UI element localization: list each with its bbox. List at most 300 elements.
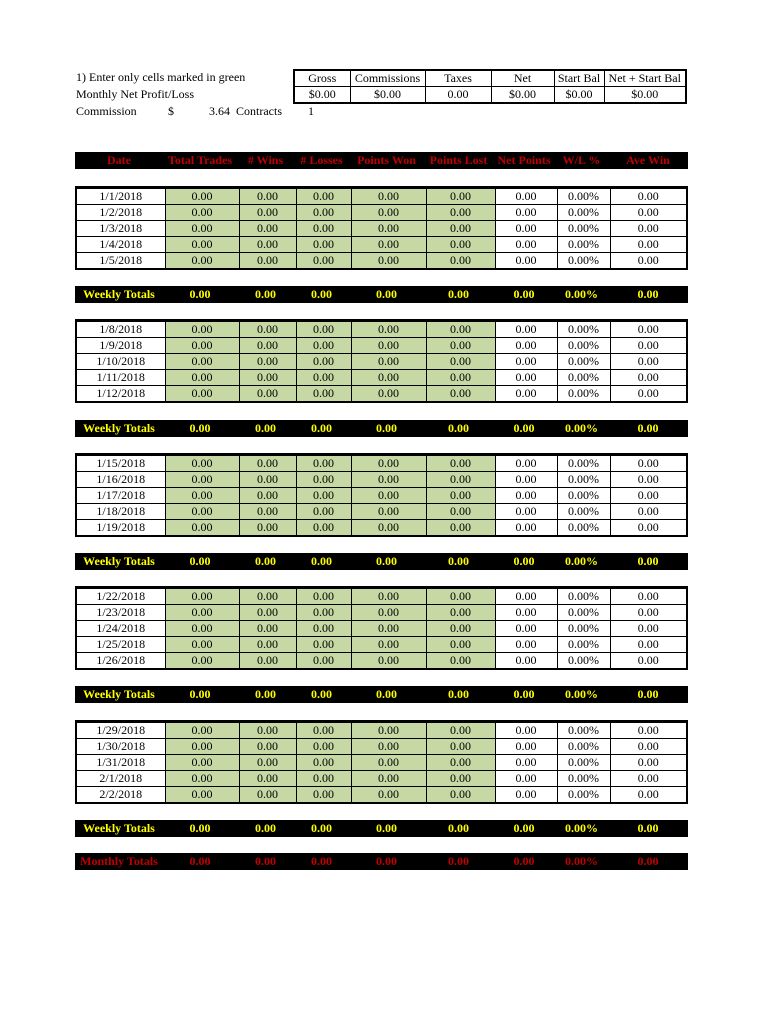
input-cell[interactable]: 0.00 xyxy=(351,488,426,504)
input-cell[interactable]: 0.00 xyxy=(351,739,426,755)
input-cell[interactable]: 0.00 xyxy=(426,386,495,402)
input-cell[interactable]: 0.00 xyxy=(426,520,495,536)
table-row xyxy=(77,354,686,370)
column-header: Date xyxy=(107,153,131,167)
input-cell[interactable]: 0.00 xyxy=(239,755,296,771)
input-cell[interactable]: 0.00 xyxy=(239,621,296,637)
input-cell[interactable]: 0.00 xyxy=(165,739,239,755)
weekly-total-cell: 0.00 xyxy=(189,821,211,835)
input-cell[interactable]: 0.00 xyxy=(165,653,239,669)
weekly-total-cell: 0.00 xyxy=(513,687,535,701)
computed-cell: 0.00 xyxy=(610,456,686,472)
input-cell[interactable]: 0.00 xyxy=(426,589,495,605)
computed-cell: 0.00% xyxy=(557,605,610,621)
weekly-total-cell: 0.00 xyxy=(637,287,659,301)
computed-cell: 0.00 xyxy=(610,637,686,653)
input-cell[interactable]: 0.00 xyxy=(239,520,296,536)
summary-value-cell[interactable]: $0.00 xyxy=(491,87,554,104)
summary-header-row xyxy=(294,70,686,87)
input-cell[interactable]: 0.00 xyxy=(351,205,426,221)
input-cell[interactable]: 0.00 xyxy=(426,653,495,669)
computed-cell: 0.00% xyxy=(557,221,610,237)
input-cell[interactable]: 0.00 xyxy=(296,205,351,221)
input-cell[interactable]: 0.00 xyxy=(239,322,296,338)
input-cell[interactable]: 0.00 xyxy=(296,589,351,605)
input-cell[interactable]: 0.00 xyxy=(426,237,495,253)
summary-value-cell[interactable]: $0.00 xyxy=(554,87,604,104)
date-cell: 1/17/2018 xyxy=(77,488,165,504)
input-cell[interactable]: 0.00 xyxy=(165,472,239,488)
computed-cell: 0.00 xyxy=(610,205,686,221)
input-cell[interactable]: 0.00 xyxy=(351,621,426,637)
weekly-totals-bar xyxy=(75,286,688,303)
input-cell[interactable]: 0.00 xyxy=(351,605,426,621)
input-cell[interactable]: 0.00 xyxy=(426,472,495,488)
input-cell[interactable]: 0.00 xyxy=(351,589,426,605)
table-row xyxy=(77,504,686,520)
monthly-totals-label: Monthly Totals xyxy=(80,854,158,868)
computed-cell: 0.00 xyxy=(495,221,557,237)
monthly-total-cell: 0.00 xyxy=(189,854,211,868)
computed-cell: 0.00% xyxy=(557,386,610,402)
computed-cell: 0.00 xyxy=(610,488,686,504)
date-cell: 1/18/2018 xyxy=(77,504,165,520)
input-cell[interactable]: 0.00 xyxy=(165,723,239,739)
input-cell[interactable]: 0.00 xyxy=(296,723,351,739)
computed-cell: 0.00% xyxy=(557,504,610,520)
computed-cell: 0.00 xyxy=(610,253,686,269)
column-header: # Wins xyxy=(247,153,284,167)
table-row xyxy=(77,205,686,221)
computed-cell: 0.00 xyxy=(610,370,686,386)
input-cell[interactable]: 0.00 xyxy=(239,354,296,370)
computed-cell: 0.00 xyxy=(495,589,557,605)
date-cell: 1/19/2018 xyxy=(77,520,165,536)
computed-cell: 0.00 xyxy=(495,520,557,536)
summary-value-cell[interactable]: 0.00 xyxy=(425,87,491,104)
date-cell: 1/15/2018 xyxy=(77,456,165,472)
input-cell[interactable]: 0.00 xyxy=(165,520,239,536)
table-row xyxy=(77,322,686,338)
computed-cell: 0.00% xyxy=(557,739,610,755)
input-cell[interactable]: 0.00 xyxy=(165,755,239,771)
input-cell[interactable]: 0.00 xyxy=(426,354,495,370)
input-cell[interactable]: 0.00 xyxy=(296,472,351,488)
computed-cell: 0.00 xyxy=(610,221,686,237)
weekly-total-cell: 0.00% xyxy=(565,554,598,568)
weekly-total-cell: 0.00 xyxy=(448,821,469,835)
input-cell[interactable]: 0.00 xyxy=(239,370,296,386)
summary-value-row xyxy=(294,87,686,104)
input-cell[interactable]: 0.00 xyxy=(296,322,351,338)
table-row xyxy=(77,771,686,787)
computed-cell: 0.00 xyxy=(495,723,557,739)
summary-value-cell[interactable]: $0.00 xyxy=(350,87,425,104)
input-cell[interactable]: 0.00 xyxy=(165,253,239,269)
date-cell: 1/3/2018 xyxy=(77,221,165,237)
input-cell[interactable]: 0.00 xyxy=(426,253,495,269)
input-cell[interactable]: 0.00 xyxy=(426,189,495,205)
table-row xyxy=(77,253,686,269)
monthly-total-cell: 0.00 xyxy=(255,854,276,868)
computed-cell: 0.00 xyxy=(610,520,686,536)
table-row xyxy=(77,739,686,755)
computed-cell: 0.00 xyxy=(495,237,557,253)
date-cell: 1/29/2018 xyxy=(77,723,165,739)
date-cell: 1/23/2018 xyxy=(77,605,165,621)
weekly-totals-bar xyxy=(75,420,688,437)
date-cell: 1/11/2018 xyxy=(77,370,165,386)
weekly-total-cell: 0.00 xyxy=(513,821,535,835)
input-cell[interactable]: 0.00 xyxy=(426,739,495,755)
weekly-total-cell: 0.00 xyxy=(255,687,276,701)
input-cell[interactable]: 0.00 xyxy=(296,221,351,237)
input-cell[interactable]: 0.00 xyxy=(426,205,495,221)
date-cell: 1/30/2018 xyxy=(77,739,165,755)
input-cell[interactable]: 0.00 xyxy=(239,771,296,787)
computed-cell: 0.00 xyxy=(495,354,557,370)
table-row xyxy=(77,189,686,205)
input-cell[interactable]: 0.00 xyxy=(351,723,426,739)
table-row xyxy=(77,589,686,605)
week-table xyxy=(75,453,688,537)
table-row xyxy=(77,237,686,253)
weekly-totals-bar xyxy=(75,820,688,837)
input-cell[interactable]: 0.00 xyxy=(165,189,239,205)
input-cell[interactable]: 0.00 xyxy=(239,253,296,269)
table-row xyxy=(77,221,686,237)
input-cell[interactable]: 0.00 xyxy=(296,386,351,402)
input-cell[interactable]: 0.00 xyxy=(351,755,426,771)
weekly-total-cell: 0.00 xyxy=(255,421,276,435)
input-cell[interactable]: 0.00 xyxy=(426,621,495,637)
input-cell[interactable]: 0.00 xyxy=(351,338,426,354)
weekly-totals-bar xyxy=(75,553,688,570)
weekly-total-cell: 0.00 xyxy=(255,554,276,568)
computed-cell: 0.00 xyxy=(610,787,686,803)
weekly-total-cell: 0.00% xyxy=(565,821,598,835)
input-cell[interactable]: 0.00 xyxy=(426,723,495,739)
computed-cell: 0.00 xyxy=(495,787,557,803)
input-cell[interactable]: 0.00 xyxy=(165,605,239,621)
input-cell[interactable]: 0.00 xyxy=(296,488,351,504)
computed-cell: 0.00% xyxy=(557,520,610,536)
date-cell: 1/4/2018 xyxy=(77,237,165,253)
week-table xyxy=(75,186,688,270)
input-cell[interactable]: 0.00 xyxy=(426,456,495,472)
input-cell[interactable]: 0.00 xyxy=(426,637,495,653)
input-cell[interactable]: 0.00 xyxy=(296,755,351,771)
input-cell[interactable]: 0.00 xyxy=(296,370,351,386)
summary-header-cell: Taxes xyxy=(425,70,491,87)
table-row xyxy=(77,621,686,637)
input-cell[interactable]: 0.00 xyxy=(239,205,296,221)
date-cell: 1/22/2018 xyxy=(77,589,165,605)
weekly-total-cell: 0.00% xyxy=(565,687,598,701)
computed-cell: 0.00 xyxy=(495,605,557,621)
table-row xyxy=(77,386,686,402)
summary-header-cell: Start Bal xyxy=(554,70,604,87)
date-cell: 2/1/2018 xyxy=(77,771,165,787)
computed-cell: 0.00 xyxy=(495,504,557,520)
input-cell[interactable]: 0.00 xyxy=(351,637,426,653)
date-cell: 1/12/2018 xyxy=(77,386,165,402)
summary-header-cell: Net xyxy=(491,70,554,87)
computed-cell: 0.00 xyxy=(610,237,686,253)
date-cell: 1/2/2018 xyxy=(77,205,165,221)
computed-cell: 0.00 xyxy=(495,755,557,771)
input-cell[interactable]: 0.00 xyxy=(351,504,426,520)
input-cell[interactable]: 0.00 xyxy=(239,589,296,605)
input-cell[interactable]: 0.00 xyxy=(351,386,426,402)
input-cell[interactable]: 0.00 xyxy=(351,472,426,488)
weekly-total-cell: 0.00 xyxy=(376,287,397,301)
week-table xyxy=(75,319,688,403)
input-cell[interactable]: 0.00 xyxy=(239,653,296,669)
weekly-total-cell: 0.00 xyxy=(513,287,535,301)
computed-cell: 0.00 xyxy=(495,621,557,637)
date-cell: 1/24/2018 xyxy=(77,621,165,637)
input-cell[interactable]: 0.00 xyxy=(426,221,495,237)
input-cell[interactable]: 0.00 xyxy=(239,739,296,755)
instructions-line: 1) Enter only cells marked in green xyxy=(76,70,246,84)
input-cell[interactable]: 0.00 xyxy=(351,787,426,803)
table-row xyxy=(77,456,686,472)
computed-cell: 0.00 xyxy=(495,456,557,472)
monthly-totals-bar xyxy=(75,853,688,870)
input-cell[interactable]: 0.00 xyxy=(296,739,351,755)
contracts-value[interactable]: 1 xyxy=(308,104,314,118)
input-cell[interactable]: 0.00 xyxy=(239,637,296,653)
computed-cell: 0.00% xyxy=(557,653,610,669)
input-cell[interactable]: 0.00 xyxy=(426,787,495,803)
column-header-bar xyxy=(75,152,688,169)
input-cell[interactable]: 0.00 xyxy=(165,205,239,221)
input-cell[interactable]: 0.00 xyxy=(165,338,239,354)
input-cell[interactable]: 0.00 xyxy=(165,504,239,520)
column-header: Points Lost xyxy=(429,153,488,167)
input-cell[interactable]: 0.00 xyxy=(296,637,351,653)
computed-cell: 0.00 xyxy=(610,322,686,338)
date-cell: 1/9/2018 xyxy=(77,338,165,354)
table-row xyxy=(77,472,686,488)
input-cell[interactable]: 0.00 xyxy=(239,605,296,621)
input-cell[interactable]: 0.00 xyxy=(426,488,495,504)
input-cell[interactable]: 0.00 xyxy=(296,771,351,787)
computed-cell: 0.00 xyxy=(495,739,557,755)
table-row xyxy=(77,637,686,653)
table-row xyxy=(77,370,686,386)
input-cell[interactable]: 0.00 xyxy=(239,386,296,402)
weekly-totals-bar xyxy=(75,686,688,703)
computed-cell: 0.00 xyxy=(610,354,686,370)
table-row xyxy=(77,653,686,669)
weekly-total-cell: 0.00 xyxy=(637,687,659,701)
date-cell: 1/10/2018 xyxy=(77,354,165,370)
input-cell[interactable]: 0.00 xyxy=(296,354,351,370)
weekly-total-cell: 0.00 xyxy=(448,287,469,301)
input-cell[interactable]: 0.00 xyxy=(239,338,296,354)
input-cell[interactable]: 0.00 xyxy=(296,237,351,253)
weekly-total-cell: 0.00 xyxy=(637,421,659,435)
table-row xyxy=(77,338,686,354)
input-cell[interactable]: 0.00 xyxy=(351,520,426,536)
computed-cell: 0.00 xyxy=(610,739,686,755)
input-cell[interactable]: 0.00 xyxy=(239,472,296,488)
monthly-total-cell: 0.00 xyxy=(311,854,332,868)
weekly-total-cell: 0.00 xyxy=(311,287,332,301)
weekly-total-cell: 0.00 xyxy=(255,287,276,301)
computed-cell: 0.00% xyxy=(557,589,610,605)
weekly-total-cell: 0.00 xyxy=(448,421,469,435)
date-cell: 1/5/2018 xyxy=(77,253,165,269)
input-cell[interactable]: 0.00 xyxy=(296,456,351,472)
input-cell[interactable]: 0.00 xyxy=(165,488,239,504)
input-cell[interactable]: 0.00 xyxy=(296,253,351,269)
computed-cell: 0.00% xyxy=(557,755,610,771)
weekly-total-cell: 0.00 xyxy=(376,821,397,835)
input-cell[interactable]: 0.00 xyxy=(351,322,426,338)
weekly-total-cell: 0.00 xyxy=(311,421,332,435)
weekly-totals-label: Weekly Totals xyxy=(83,687,155,701)
input-cell[interactable]: 0.00 xyxy=(351,354,426,370)
input-cell[interactable]: 0.00 xyxy=(165,787,239,803)
input-cell[interactable]: 0.00 xyxy=(351,221,426,237)
computed-cell: 0.00 xyxy=(610,771,686,787)
week-table xyxy=(75,586,688,670)
computed-cell: 0.00 xyxy=(610,605,686,621)
input-cell[interactable]: 0.00 xyxy=(351,653,426,669)
weekly-total-cell: 0.00 xyxy=(311,687,332,701)
dollar-sign: $ xyxy=(168,104,174,118)
table-row xyxy=(77,605,686,621)
date-cell: 1/1/2018 xyxy=(77,189,165,205)
input-cell[interactable]: 0.00 xyxy=(426,504,495,520)
input-cell[interactable]: 0.00 xyxy=(239,189,296,205)
input-cell[interactable]: 0.00 xyxy=(296,504,351,520)
input-cell[interactable]: 0.00 xyxy=(239,723,296,739)
computed-cell: 0.00 xyxy=(495,205,557,221)
weekly-total-cell: 0.00 xyxy=(255,821,276,835)
date-cell: 1/16/2018 xyxy=(77,472,165,488)
computed-cell: 0.00 xyxy=(495,472,557,488)
input-cell[interactable]: 0.00 xyxy=(239,456,296,472)
weekly-total-cell: 0.00 xyxy=(311,554,332,568)
input-cell[interactable]: 0.00 xyxy=(426,370,495,386)
input-cell[interactable]: 0.00 xyxy=(239,488,296,504)
computed-cell: 0.00% xyxy=(557,771,610,787)
date-cell: 1/25/2018 xyxy=(77,637,165,653)
input-cell[interactable]: 0.00 xyxy=(351,253,426,269)
input-cell[interactable]: 0.00 xyxy=(165,637,239,653)
column-header: Ave Win xyxy=(626,153,670,167)
summary-value-cell[interactable]: $0.00 xyxy=(604,87,686,104)
input-cell[interactable]: 0.00 xyxy=(296,338,351,354)
computed-cell: 0.00 xyxy=(610,472,686,488)
computed-cell: 0.00 xyxy=(495,338,557,354)
computed-cell: 0.00% xyxy=(557,354,610,370)
computed-cell: 0.00 xyxy=(610,589,686,605)
weekly-total-cell: 0.00 xyxy=(189,687,211,701)
input-cell[interactable]: 0.00 xyxy=(351,189,426,205)
date-cell: 2/2/2018 xyxy=(77,787,165,803)
table-row xyxy=(77,723,686,739)
computed-cell: 0.00 xyxy=(610,755,686,771)
weekly-totals-label: Weekly Totals xyxy=(83,821,155,835)
weekly-totals-label: Weekly Totals xyxy=(83,421,155,435)
input-cell[interactable]: 0.00 xyxy=(165,221,239,237)
input-cell[interactable]: 0.00 xyxy=(296,189,351,205)
input-cell[interactable]: 0.00 xyxy=(426,605,495,621)
input-cell[interactable]: 0.00 xyxy=(165,322,239,338)
input-cell[interactable]: 0.00 xyxy=(296,787,351,803)
column-header: Net Points xyxy=(497,153,551,167)
week-table xyxy=(75,720,688,804)
input-cell[interactable]: 0.00 xyxy=(296,653,351,669)
computed-cell: 0.00 xyxy=(610,504,686,520)
weekly-total-cell: 0.00 xyxy=(448,687,469,701)
computed-cell: 0.00 xyxy=(495,322,557,338)
input-cell[interactable]: 0.00 xyxy=(296,605,351,621)
input-cell[interactable]: 0.00 xyxy=(165,386,239,402)
input-cell[interactable]: 0.00 xyxy=(426,338,495,354)
computed-cell: 0.00 xyxy=(495,386,557,402)
input-cell[interactable]: 0.00 xyxy=(426,771,495,787)
input-cell[interactable]: 0.00 xyxy=(165,370,239,386)
input-cell[interactable]: 0.00 xyxy=(426,322,495,338)
column-header: Total Trades xyxy=(167,153,233,167)
input-cell[interactable]: 0.00 xyxy=(165,456,239,472)
input-cell[interactable]: 0.00 xyxy=(239,787,296,803)
computed-cell: 0.00 xyxy=(610,653,686,669)
computed-cell: 0.00 xyxy=(495,771,557,787)
input-cell[interactable]: 0.00 xyxy=(296,621,351,637)
input-cell[interactable]: 0.00 xyxy=(351,237,426,253)
table-row xyxy=(77,787,686,803)
column-header: # Losses xyxy=(300,153,343,167)
input-cell[interactable]: 0.00 xyxy=(351,456,426,472)
weekly-total-cell: 0.00 xyxy=(189,421,211,435)
monthly-net-label: Monthly Net Profit/Loss xyxy=(76,87,195,101)
column-header: Points Won xyxy=(357,153,416,167)
computed-cell: 0.00 xyxy=(610,338,686,354)
input-cell[interactable]: 0.00 xyxy=(426,755,495,771)
input-cell[interactable]: 0.00 xyxy=(165,237,239,253)
computed-cell: 0.00% xyxy=(557,488,610,504)
commission-value[interactable]: 3.64 xyxy=(209,104,230,118)
computed-cell: 0.00% xyxy=(557,189,610,205)
input-cell[interactable]: 0.00 xyxy=(239,237,296,253)
summary-value-cell[interactable]: $0.00 xyxy=(294,87,350,104)
commission-row xyxy=(76,103,336,120)
input-cell[interactable]: 0.00 xyxy=(351,370,426,386)
input-cell[interactable]: 0.00 xyxy=(351,771,426,787)
computed-cell: 0.00 xyxy=(495,488,557,504)
input-cell[interactable]: 0.00 xyxy=(296,520,351,536)
input-cell[interactable]: 0.00 xyxy=(165,589,239,605)
weekly-total-cell: 0.00 xyxy=(376,554,397,568)
input-cell[interactable]: 0.00 xyxy=(165,354,239,370)
input-cell[interactable]: 0.00 xyxy=(165,621,239,637)
input-cell[interactable]: 0.00 xyxy=(165,771,239,787)
monthly-total-cell: 0.00 xyxy=(637,854,659,868)
computed-cell: 0.00 xyxy=(495,653,557,669)
summary-header-cell: Commissions xyxy=(350,70,425,87)
input-cell[interactable]: 0.00 xyxy=(239,221,296,237)
input-cell[interactable]: 0.00 xyxy=(239,504,296,520)
summary-header-cell: Net + Start Bal xyxy=(604,70,686,87)
date-cell: 1/26/2018 xyxy=(77,653,165,669)
